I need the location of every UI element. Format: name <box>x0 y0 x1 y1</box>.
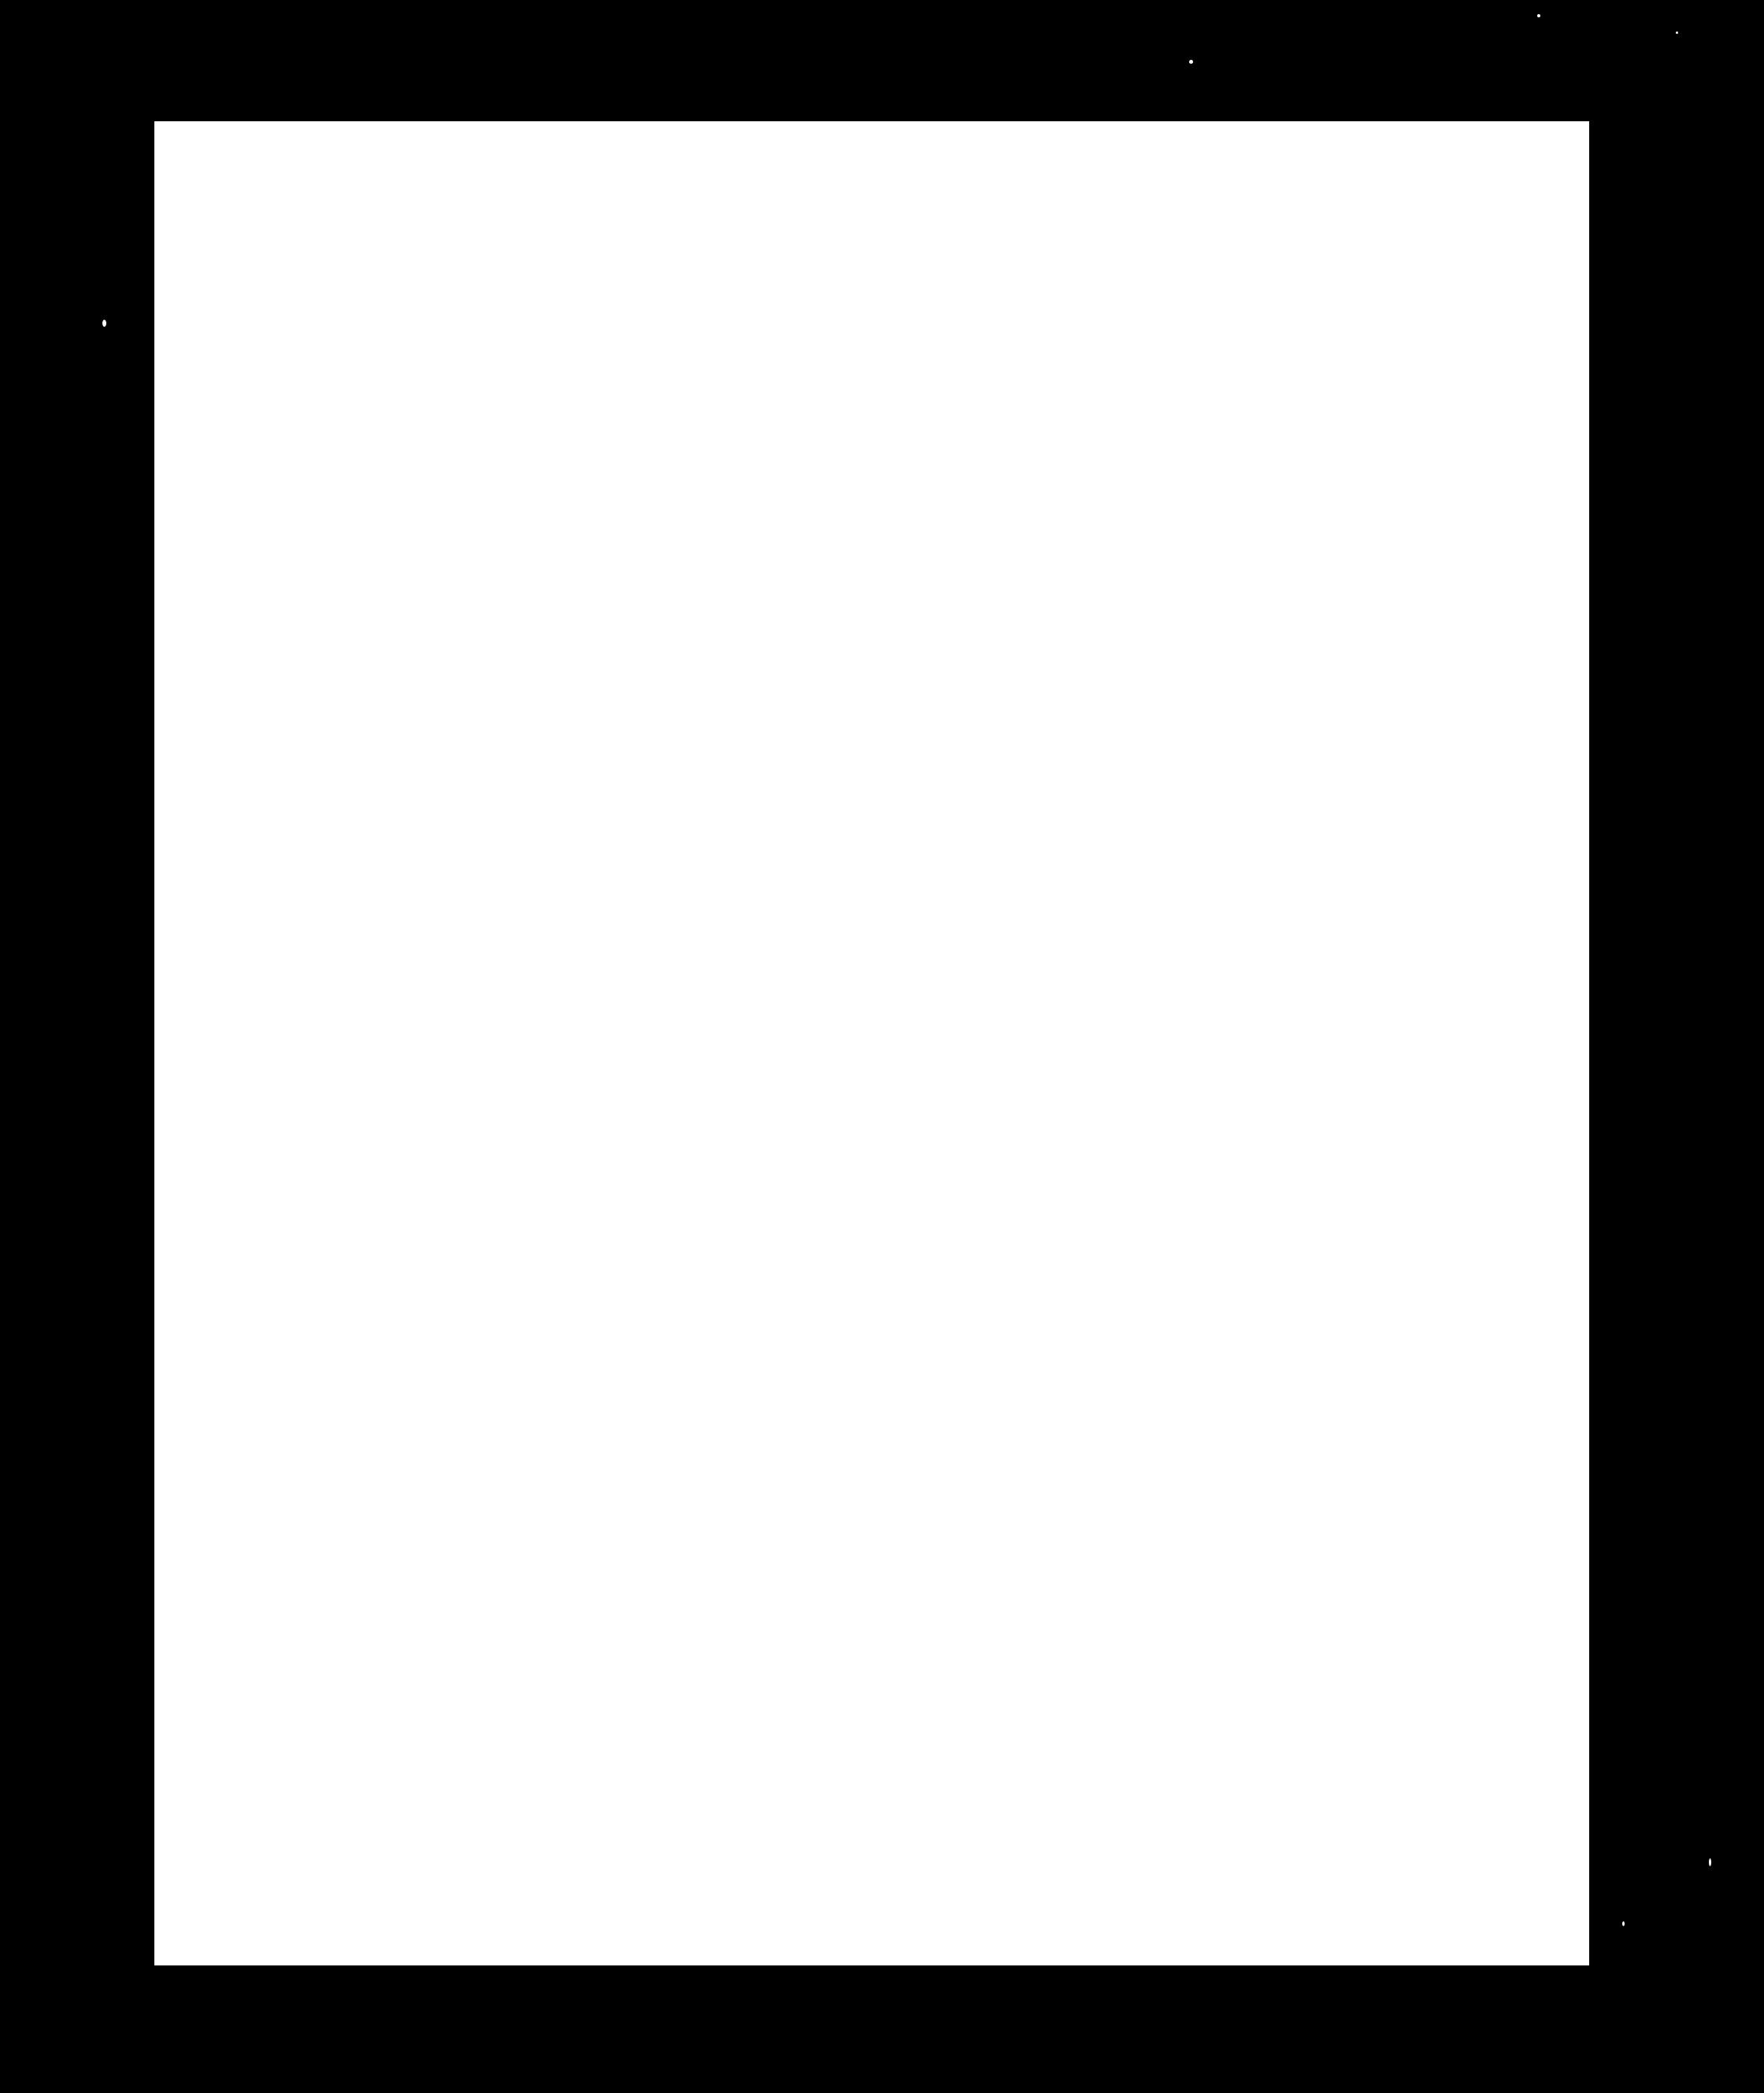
document-page <box>154 121 1589 1965</box>
paragraph-8-1-1 <box>324 919 1421 953</box>
paragraph-7-7-7 <box>324 483 1421 517</box>
paragraph-8-1 <box>324 784 1421 818</box>
scan-speck <box>1676 31 1678 34</box>
scan-speck <box>1537 14 1540 17</box>
scan-speck <box>1189 60 1193 64</box>
scan-speck <box>1622 1921 1625 1926</box>
paragraph-7-7-6 <box>324 316 1421 350</box>
scan-speck <box>1709 1858 1711 1866</box>
paragraph-8-1-3 <box>324 1557 1421 1591</box>
scan-speck <box>102 320 106 327</box>
paragraph-8-1-4 <box>324 1658 1421 1691</box>
paragraph-8-1-2 <box>324 1121 1421 1155</box>
